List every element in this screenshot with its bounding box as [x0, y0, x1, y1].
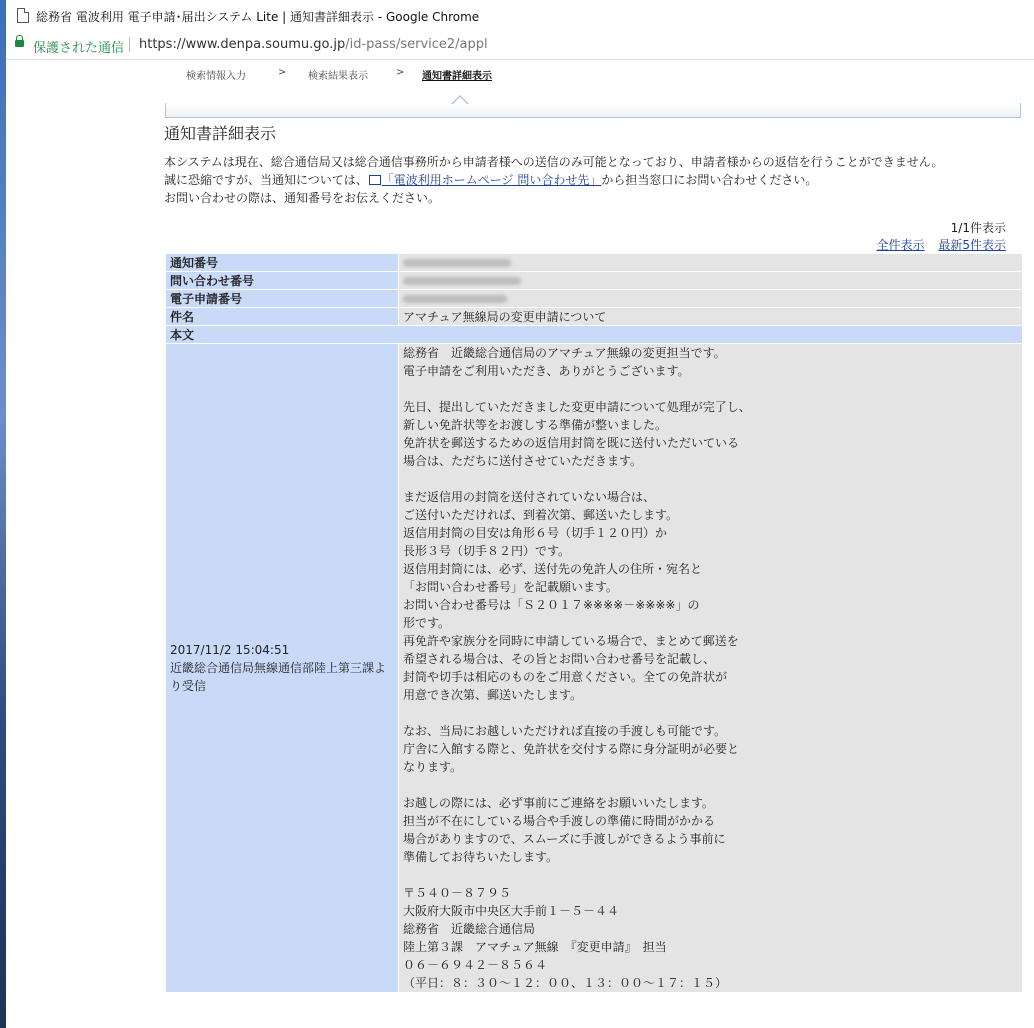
url-path: /id-pass/service2/appl — [345, 37, 488, 52]
address-separator — [129, 37, 130, 52]
url-host: https://www.denpa.soumu.go.jp — [139, 37, 346, 52]
subject-value: アマチュア無線局の変更申請について — [399, 308, 1023, 326]
table-row — [166, 344, 1023, 993]
show-latest-link[interactable]: 最新5件表示 — [938, 238, 1006, 252]
table-row — [166, 308, 1023, 326]
lock-icon[interactable] — [15, 40, 24, 47]
intro-line-3: お問い合わせの際は、通知番号をお伝えください。 — [164, 191, 441, 205]
received-from: 近畿総合通信局無線通信部陸上第三課より受信 — [170, 661, 387, 693]
application-number-value — [399, 290, 1023, 308]
notice-number-label: 通知番号 — [166, 254, 399, 272]
table-row — [166, 290, 1023, 308]
contact-page-link[interactable]: 「電波利用ホームページ 問い合わせ先」 — [381, 173, 602, 187]
address-bar[interactable] — [6, 31, 1034, 60]
result-count: 1/1件表示 — [950, 221, 1006, 235]
table-row — [166, 272, 1023, 290]
received-info — [166, 344, 399, 993]
intro-line-2 — [164, 171, 944, 189]
breadcrumb-step-search-input: 検索情報入力 — [186, 71, 246, 82]
breadcrumb-step-current: 通知書詳細表示 — [422, 71, 492, 82]
table-row — [166, 254, 1023, 272]
breadcrumb-step-search-results: 検索結果表示 — [308, 71, 368, 82]
message-body-cell — [399, 344, 1023, 993]
body-label: 本文 — [166, 326, 1023, 344]
intro-line-2-pre: 誠に恐縮ですが、当通知については、 — [164, 173, 368, 187]
page-title: 通知書詳細表示 — [164, 124, 277, 143]
subject-label: 件名 — [166, 308, 399, 326]
show-all-link[interactable]: 全件表示 — [876, 238, 925, 252]
message-body: 総務省 近畿総合通信局のアマチュア無線の変更担当です。 電子申請をご利用いただき、ありがとうございます。 先日、提出していただきました変更申請について処理が完了し、 新しい免許状等をお渡しする準備が整いました。 免許状を郵送するための返信用封筒を既に送付いただいている 場合は、ただちに送付させていただきます。 まだ返信用の封筒を送付されていない場合は、 ご送付いただければ、到着次第、郵送いたします。 返信用封筒の目安は角形６号（切手１２０円）か 長形３号（切手８２円）です。 返信用封筒には、必ず、送付先の免許人の住所・宛名と 「お問い合わせ番号」を記載願います。 お問い合わせ番号は「Ｓ２０１７※※※※－※※※※」の 形です。 再免許や家族分を同時に申請している場合で、まとめて郵送を 希望される場合は、その旨とお問い合わせ番号を記載し、 封筒や切手は相応のものをご用意ください。全ての免許状が 用意でき次第、郵送いたします。 なお、当局にお越しいただければ直接の手渡しも可能です。 庁舎に入館する際と、免許状を交付する際に身分証明が必要と なります。 お越しの際には、必ず事前にご連絡をお願いいたします。 担当が不在にしている場合や手渡しの準備に時間がかかる 場合がありますので、スムーズに手渡しができるよう事前に 準備してお待ちいたします。 〒５４０－８７９５ 大阪府大阪市中央区大手前１－５－４４ 総務省 近畿総合通信局 陸上第３課 アマチュア無線 『変更申請』 担当 ０６－６９４２－８５６４ （平日：８：３０～１２：００、１３：００～１７：１５） — [403, 346, 751, 990]
application-number-label: 電子申請番号 — [166, 290, 399, 308]
redacted-value — [403, 277, 521, 285]
breadcrumb-arrow: > — [278, 67, 287, 78]
inquiry-number-value — [399, 272, 1023, 290]
url-text[interactable] — [139, 37, 488, 52]
redacted-value — [403, 259, 511, 267]
window-title: 総務省 電波利用 電子申請･届出システム Lite | 通知書詳細表示 - Google Chrome — [36, 10, 480, 24]
intro-line-1: 本システムは現在、総合通信局又は総合通信事務所から申請者様への送信のみ可能となっており、申請者様からの返信を行うことができません。 — [164, 155, 944, 169]
desktop-edge — [0, 0, 6, 1028]
received-datetime: 2017/11/2 15:04:51 — [170, 643, 290, 657]
display-links — [867, 236, 1006, 253]
redacted-value — [403, 295, 507, 303]
secure-label[interactable]: 保護された通信 — [33, 41, 125, 56]
intro-text — [164, 153, 944, 207]
external-link-icon — [369, 175, 381, 185]
step-indicator-bar — [165, 103, 1021, 118]
window-titlebar — [6, 0, 1034, 32]
notice-number-value — [399, 254, 1023, 272]
step-indicator-pointer-inner — [453, 97, 467, 104]
notice-detail-table — [165, 253, 1023, 993]
intro-line-2-post: から担当窓口にお問い合わせください。 — [601, 173, 818, 187]
inquiry-number-label: 問い合わせ番号 — [166, 272, 399, 290]
table-row — [166, 326, 1023, 344]
breadcrumb-arrow: > — [396, 67, 405, 78]
page-icon — [17, 8, 29, 23]
